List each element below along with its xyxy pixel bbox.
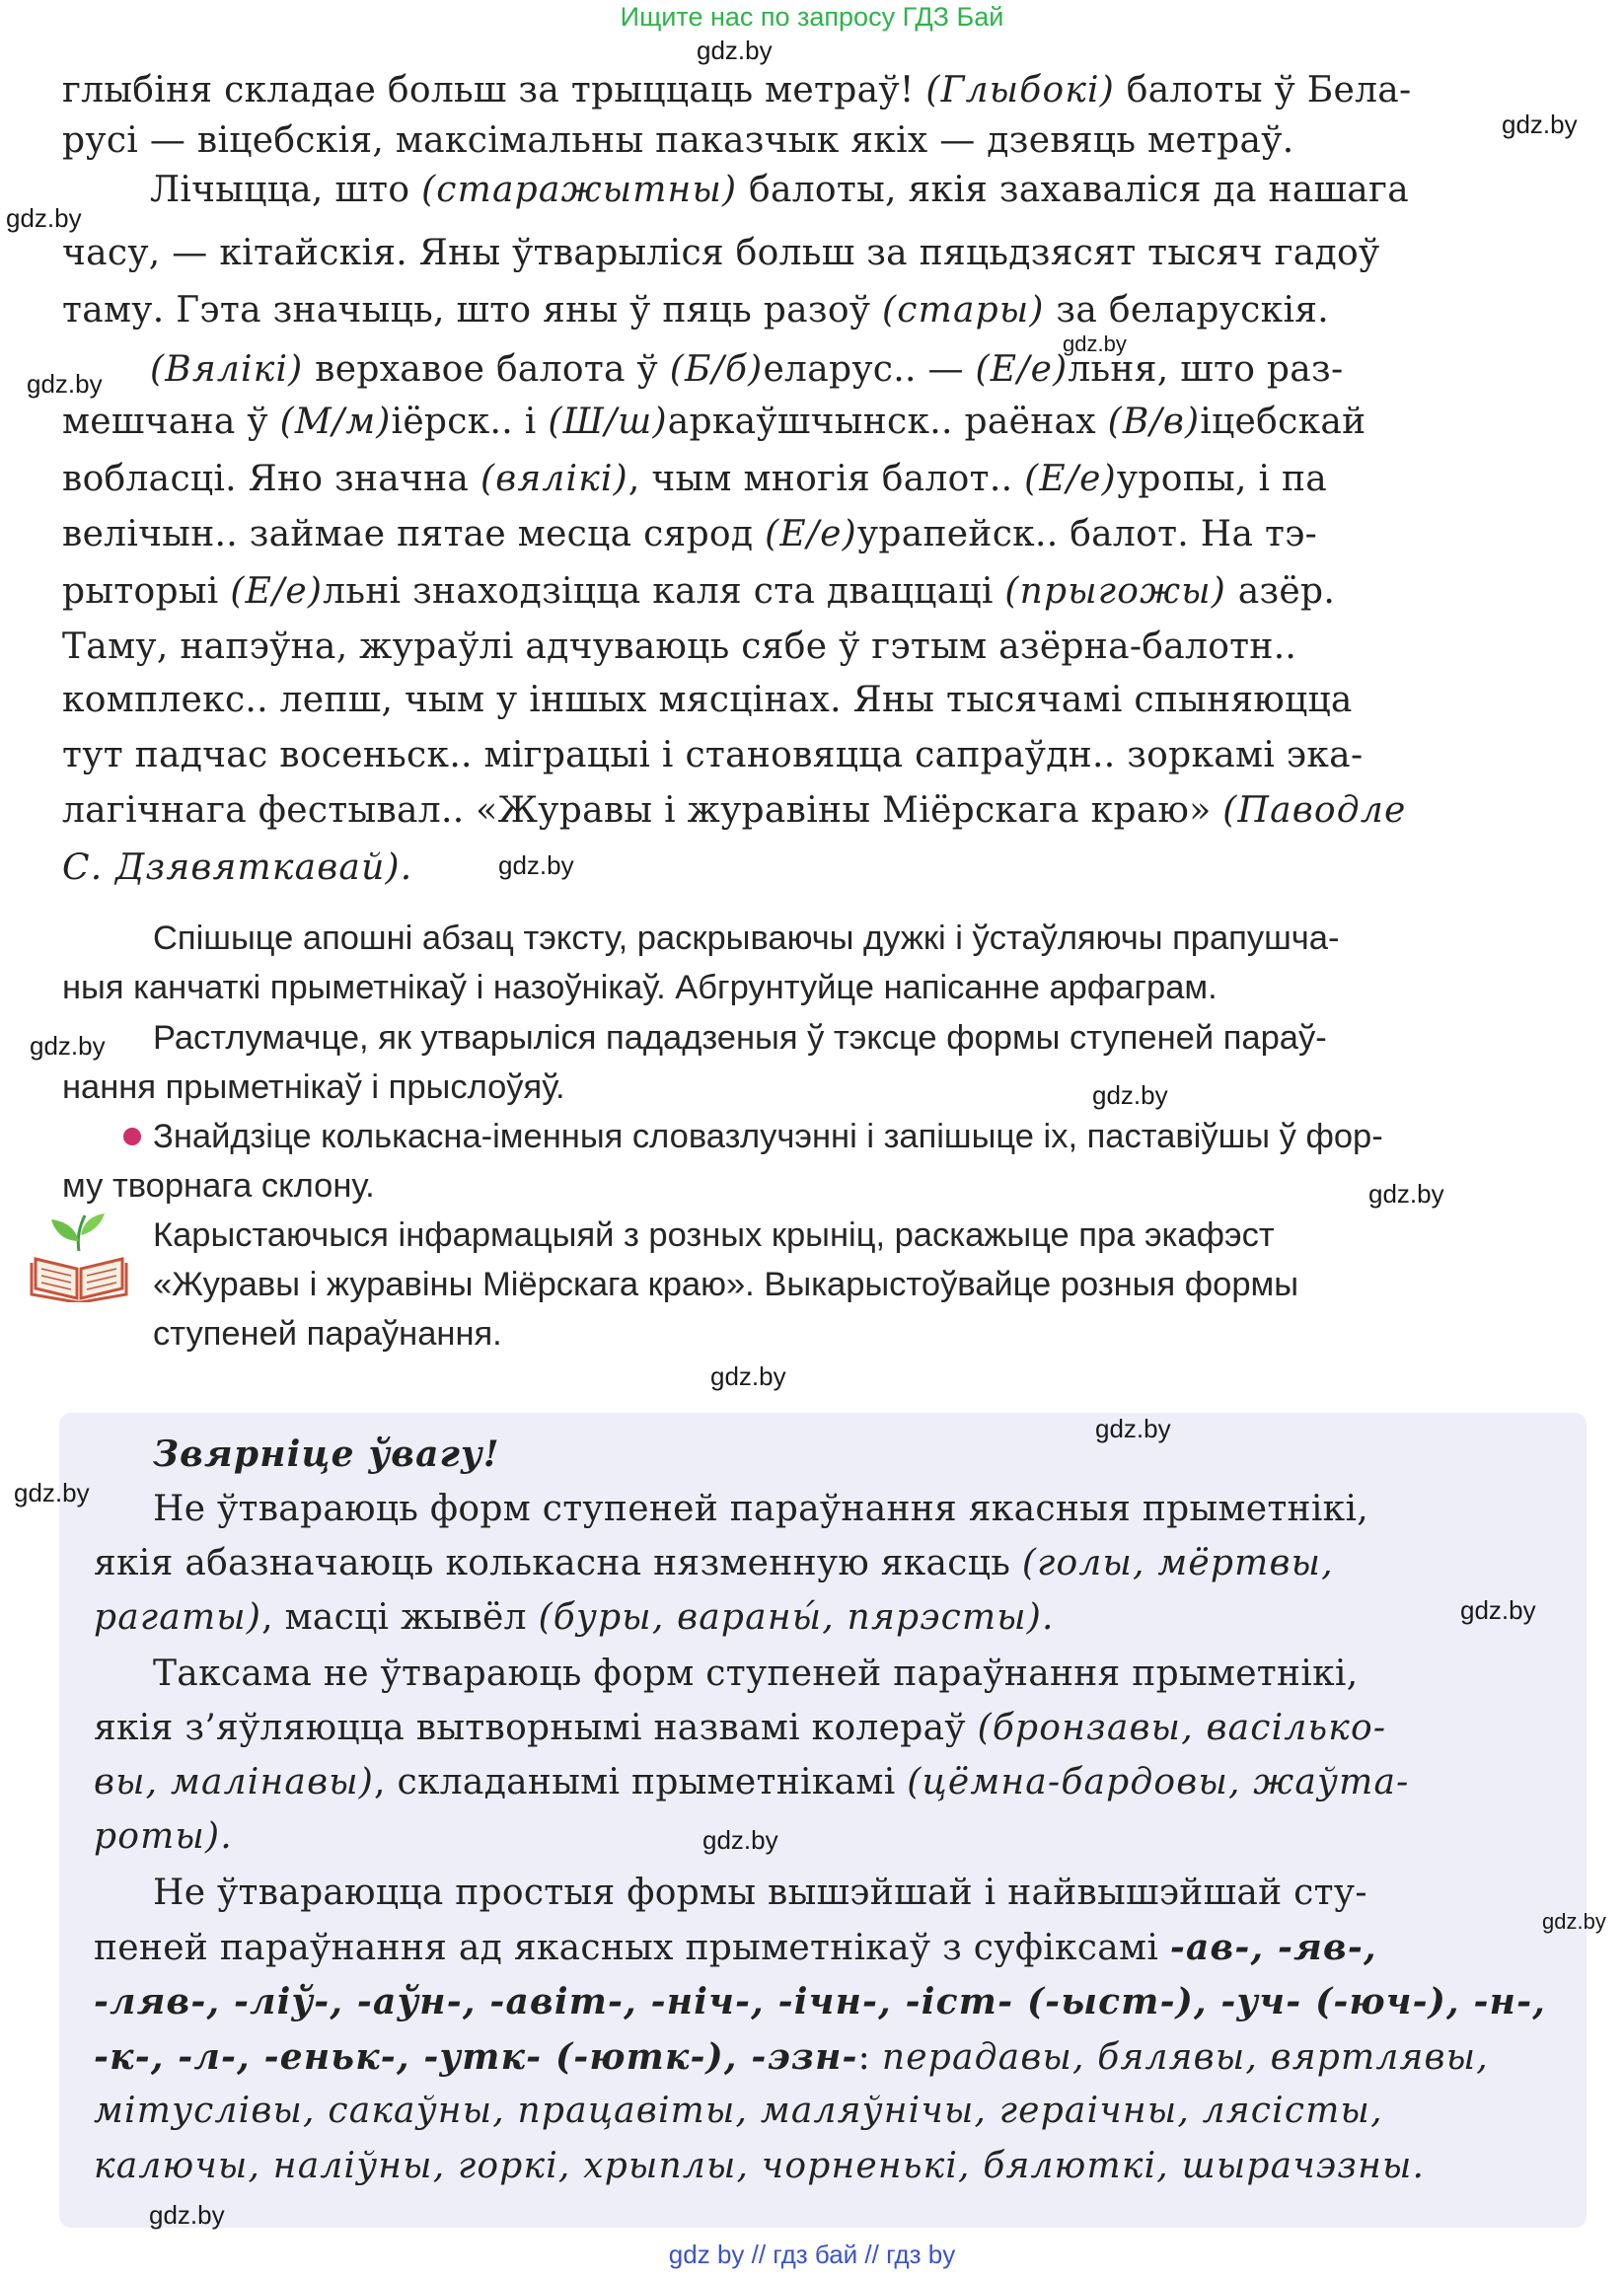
note-line [153, 1870, 1367, 1917]
text-fragment: льні знаходзіцца каля ста дваццаці [323, 571, 1005, 612]
task-line: Карыстаючыся інфармацыяй з розных крыніц, раскажыце пра экафэст [153, 1216, 1275, 1254]
text-fragment: верхавое балота ў [303, 349, 670, 390]
text-fragment: уропы, і па [1116, 459, 1328, 499]
text-line [150, 346, 1343, 394]
watermark: gdz.by [702, 1825, 778, 1855]
italic-fragment: (Вялікі) [150, 349, 304, 390]
text-line [62, 399, 1366, 446]
search-banner[interactable]: Ищите нас по запросу ГДЗ Бай [620, 2, 1004, 32]
bullet-icon [123, 1128, 141, 1145]
text-fragment: велічын.. займае пятае месца сярод [62, 514, 766, 554]
text-fragment: іцебскай [1200, 402, 1366, 442]
italic-fragment: (Ш/ш) [548, 402, 668, 442]
italic-fragment: -ав-, -яв-, [1169, 1927, 1377, 1968]
note-line [94, 1594, 1055, 1642]
italic-fragment: (Е/е) [765, 514, 857, 554]
note-line [94, 1924, 1377, 1972]
italic-fragment: С. Дзявяткавай). [62, 847, 413, 888]
watermark: gdz.by [6, 203, 82, 233]
text-fragment: за беларускія. [1044, 290, 1330, 331]
text-fragment: якія абазначаюць колькасна нязменную якасць [94, 1543, 1022, 1583]
italic-fragment: калючы, наліўны, горкі, хрыплы, чорненькі, бялюткі, шырачэзны. [94, 2146, 1426, 2186]
italic-fragment: вы, малінавы) [94, 1762, 375, 1802]
watermark: gdz.by [1095, 1414, 1171, 1443]
text-line [62, 568, 1335, 616]
text-line [62, 67, 1412, 114]
text-line [62, 732, 1363, 779]
italic-fragment: (стары) [882, 290, 1045, 331]
text-line [62, 287, 1329, 334]
watermark: gdz.by [1542, 1909, 1606, 1934]
note-line [94, 1705, 1386, 1752]
watermark: gdz.by [498, 850, 574, 880]
italic-fragment: (Е/е) [1024, 459, 1117, 499]
text-fragment: рыторыі [62, 571, 231, 612]
italic-fragment: (М/м) [279, 402, 392, 442]
watermark: gdz.by [697, 36, 773, 65]
italic-fragment: перадавы, бялявы, вяртлявы, [881, 2037, 1489, 2078]
task-line: Растлумачце, як утварыліся пададзеныя ў тэксце формы ступеней параў- [153, 1019, 1327, 1057]
note-line [153, 1651, 1358, 1698]
text-fragment: іёрск.. і [391, 402, 549, 442]
text-fragment: льня, што раз- [1068, 349, 1344, 390]
text-fragment: часу, — кітайскія. Яны ўтварыліся больш за пяцьдзясят тысяч гадоў [62, 233, 1380, 273]
text-line [62, 787, 1406, 835]
italic-fragment: (Е/е) [230, 571, 324, 612]
text-fragment: тут падчас восеньск.. міграцыі і становяцца сапраўдн.. зоркамі эка- [62, 735, 1364, 775]
text-line [62, 845, 412, 892]
italic-fragment: (Б/б) [669, 349, 764, 390]
italic-fragment: (В/в) [1107, 402, 1201, 442]
text-line [62, 456, 1327, 503]
text-fragment: Таму, напэўна, жураўлі адчуваюць сябе ў гэтым азёрна-балотн.. [62, 626, 1297, 667]
text-fragment: , складанымі прыметнікамі [374, 1762, 908, 1802]
watermark: gdz.by [1063, 331, 1127, 356]
watermark: gdz.by [710, 1361, 786, 1391]
task-line: «Журавы і журавіны Міёрскага краю». Выкарыстоўвайце розныя формы [153, 1266, 1299, 1303]
italic-fragment: (бронзавы, васілько- [977, 1708, 1387, 1748]
watermark: gdz.by [27, 369, 103, 399]
italic-fragment: -ляв-, -ліў-, -аўн-, -авіт-, -ніч-, -ічн-, -іст- (-ыст-), -уч- (-юч-), -н-, [94, 1981, 1546, 2022]
text-fragment: Таксама не ўтвараюць форм ступеней параўнання прыметнікі, [153, 1653, 1359, 1694]
text-fragment: таму. Гэта значыць, што яны ў пяць разоў [62, 290, 883, 331]
italic-fragment: мітуслівы, сакаўны, працавіты, маляўнічы, гераічны, лясісты, [94, 2091, 1383, 2131]
italic-fragment: -к-, -л-, -еньк-, -утк- (-ютк-), -эзн- [94, 2036, 858, 2078]
text-fragment: еларус.. — [763, 349, 976, 390]
italic-fragment: (вялікі) [480, 459, 628, 499]
text-fragment: вобласці. Яно значна [62, 459, 480, 499]
task-line: ныя канчаткі прыметнікаў і назоўнікаў. Абгрунтуйце напісанне арфаграм. [62, 969, 1218, 1006]
italic-fragment: (старажытны) [421, 170, 738, 210]
watermark: gdz.by [1092, 1080, 1168, 1110]
text-fragment: мешчана ў [62, 402, 280, 442]
text-fragment: пеней параўнання ад якасных прыметнікаў з суфіксамі [94, 1928, 1170, 1968]
footer-links[interactable]: gdz by // гдз бай // гдз by [668, 2240, 956, 2269]
text-line [62, 511, 1317, 558]
note-line [94, 2033, 1489, 2082]
task-line: му творнага склону. [62, 1167, 375, 1205]
task-line: Спішыце апошні абзац тэксту, раскрываючы дужкі і ўстаўляючы прапушча- [153, 919, 1340, 957]
text-fragment: комплекс.. лепш, чым у іншых мясцінах. Яны тысячамі спыняюцца [62, 680, 1353, 720]
text-fragment: балоты, якія захаваліся да нашага [737, 170, 1409, 210]
italic-fragment: (прыгожы) [1004, 571, 1226, 612]
note-line [94, 1540, 1334, 1587]
note-title: Звярніце ўвагу! [153, 1433, 500, 1475]
italic-fragment: роты). [94, 1816, 233, 1857]
italic-fragment: рагаты) [94, 1597, 262, 1638]
watermark: gdz.by [149, 2200, 225, 2230]
italic-fragment: (Е/е) [975, 349, 1069, 390]
text-line [150, 167, 1409, 214]
text-fragment: аркаўшчынск.. раёнах [667, 402, 1108, 442]
text-fragment: , масці жывёл [261, 1597, 539, 1638]
text-fragment: лагічнага фестывал.. «Журавы і журавіны Міёрскага краю» [62, 790, 1223, 831]
italic-fragment: (Паводле [1222, 790, 1407, 831]
watermark: gdz.by [1368, 1179, 1444, 1209]
text-line [62, 230, 1380, 277]
italic-fragment: (буры, вараны́, пярэсты). [538, 1597, 1055, 1638]
watermark: gdz.by [14, 1478, 90, 1507]
text-line [62, 624, 1296, 671]
text-fragment: балоты ў Бела- [1115, 70, 1412, 110]
text-fragment: якія з’яўляюцца вытворнымі назвамі колераў [94, 1708, 978, 1748]
text-fragment: Не ўтвараюць форм ступеней параўнання якасныя прыметнікі, [153, 1489, 1369, 1529]
text-fragment: русі — віцебскія, максімальны паказчык якіх — дзевяць метраў. [62, 120, 1294, 161]
text-line [62, 117, 1293, 165]
text-fragment: урапейск.. балот. На тэ- [856, 514, 1318, 554]
text-fragment: : [857, 2037, 882, 2078]
italic-fragment: (Глыбокі) [925, 70, 1115, 110]
text-fragment: Лічыцца, што [150, 170, 422, 210]
note-line [94, 2143, 1425, 2190]
italic-fragment: (цёмна-бардовы, жаўта- [907, 1762, 1410, 1802]
note-line [94, 2088, 1383, 2135]
italic-fragment: (голы, мёртвы, [1021, 1543, 1334, 1583]
open-book-sprout-icon [30, 1212, 128, 1302]
task-line: нання прыметнікаў і прыслоўяў. [62, 1068, 565, 1106]
text-fragment: глыбіня складае больш за трыццаць метраў! [62, 70, 926, 110]
note-line [153, 1486, 1368, 1533]
text-fragment: азёр. [1225, 571, 1336, 612]
note-line [94, 1978, 1546, 2026]
task-line: ступеней параўнання. [153, 1315, 502, 1353]
task-line: Знайдзіце колькасна-іменныя словазлучэнні і запішыце іх, паставіўшы ў фор- [153, 1118, 1383, 1155]
note-line [94, 1813, 233, 1861]
text-fragment: Не ўтвараюцца простыя формы вышэйшай і найвышэйшай сту- [153, 1873, 1367, 1913]
watermark: gdz.by [1502, 110, 1578, 139]
text-fragment: , чым многія балот.. [627, 459, 1025, 499]
watermark: gdz.by [30, 1031, 106, 1061]
text-line [62, 677, 1353, 724]
note-line [94, 1759, 1410, 1806]
watermark: gdz.by [1460, 1595, 1536, 1625]
